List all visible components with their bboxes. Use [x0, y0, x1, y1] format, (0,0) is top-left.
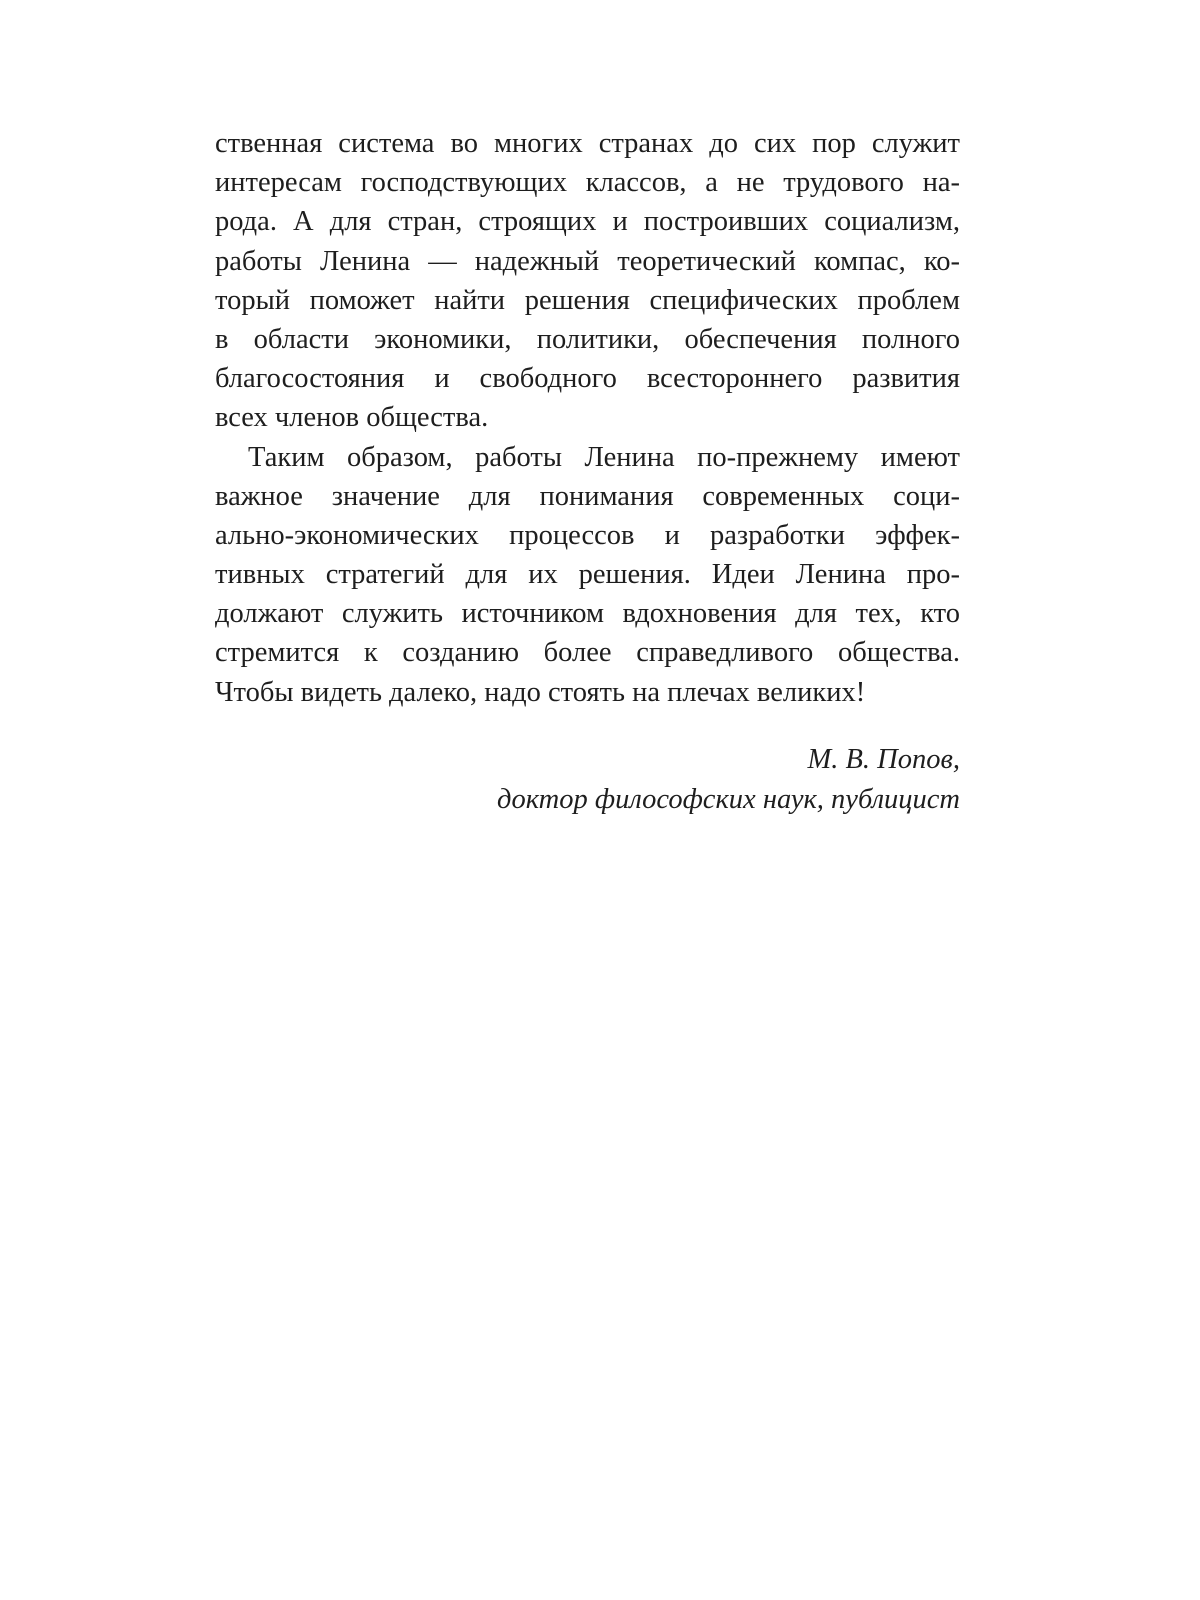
- text-line: Таким образом, работы Ленина по-прежнему имеют: [248, 441, 960, 473]
- text-line: благосостояния и свободного всестороннего развития: [215, 363, 960, 395]
- text-line: стремится к созданию более справедливого общества.: [215, 637, 960, 669]
- text-line: рода. А для стран, строящих и построивших социализм,: [215, 206, 960, 238]
- text-line: торый поможет найти решения специфических проблем: [215, 284, 960, 316]
- signature-credentials: доктор философских наук, публицист: [497, 783, 960, 815]
- signature-block: [497, 740, 960, 819]
- text-line: работы Ленина — надежный теоретический компас, ко-: [215, 245, 960, 277]
- text-line: в области экономики, политики, обеспечения полного: [215, 323, 960, 355]
- text-line: Чтобы видеть далеко, надо стоять на плечах великих!: [215, 676, 866, 708]
- body-text: [215, 124, 960, 712]
- signature-author: М. В. Попов,: [807, 744, 960, 775]
- text-line: интересам господствующих классов, а не трудового на-: [215, 167, 960, 199]
- paragraph-1: [215, 124, 960, 438]
- text-line: тивных стратегий для их решения. Идеи Ленина про-: [215, 559, 960, 591]
- text-line: всех членов общества.: [215, 402, 489, 434]
- text-line: ально-экономических процессов и разработки эффек-: [215, 519, 960, 551]
- text-line: важное значение для понимания современных соци-: [215, 480, 960, 512]
- text-line: должают служить источником вдохновения для тех, кто: [215, 598, 960, 630]
- paragraph-2: [215, 438, 960, 712]
- text-line: ственная система во многих странах до сих пор служит: [215, 128, 960, 159]
